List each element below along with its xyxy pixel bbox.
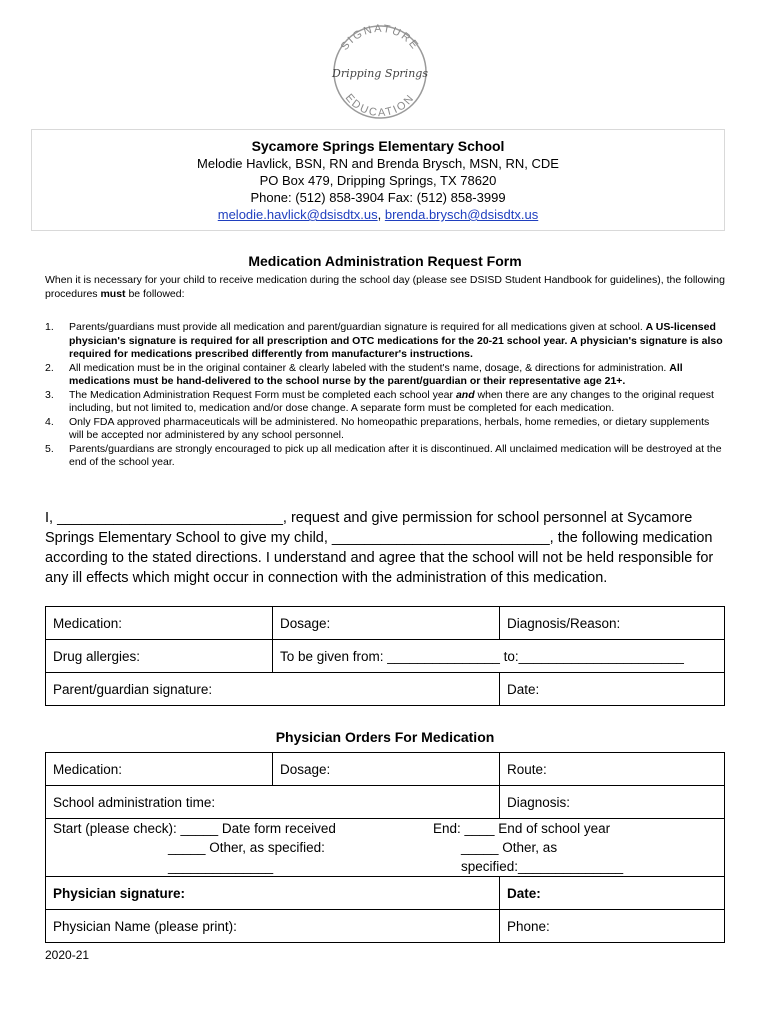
table-row: [46, 819, 725, 877]
phone-fax: Phone: (512) 858-3904 Fax: (512) 858-3999: [250, 190, 506, 205]
school-header: [31, 129, 725, 231]
start-option-received[interactable]: Start (please check): _____ Date form received: [53, 821, 336, 836]
dosage-field[interactable]: Dosage:: [273, 607, 500, 640]
parent-request-table: [45, 606, 725, 706]
table-row: [46, 673, 725, 706]
physician-medication-field[interactable]: Medication:: [46, 753, 273, 786]
procedure-number: 1.: [45, 321, 54, 333]
procedure-item: [45, 443, 725, 470]
procedure-text: Only FDA approved pharmaceuticals will be administered. No homeopathic preparations, herbals, home remedies, or dietary supplements will be accepted nor administered by any school personnel.: [69, 415, 710, 441]
procedure-text: Parents/guardians are strongly encouraged to pick up all medication after it is discontinued. All unclaimed medication will be destroyed at the end of the school year.: [69, 442, 722, 468]
physician-signature-field[interactable]: Physician signature:: [46, 877, 500, 910]
procedure-bold-text: and: [455, 388, 475, 401]
physician-phone-field[interactable]: Phone:: [500, 910, 725, 943]
given-from-to-field[interactable]: To be given from: _______________ to:______________________: [273, 640, 725, 673]
physician-name-field[interactable]: Physician Name (please print):: [46, 910, 500, 943]
medication-field[interactable]: Medication:: [46, 607, 273, 640]
procedure-item: [45, 389, 725, 416]
physician-orders-title: Physician Orders For Medication: [275, 729, 495, 745]
table-row: [46, 607, 725, 640]
procedure-bold-text: A US-licensed physician's signature is required for all prescription and OTC medications for the 20-21 school year. A physician's signature is also required for medications prescribed differently from manufacturer's instructions.: [69, 321, 723, 360]
physician-orders-table: [45, 752, 725, 943]
logo-script-text: Dripping Springs: [332, 67, 428, 80]
table-row: [46, 786, 725, 819]
procedure-item: [45, 416, 725, 443]
start-end-dates-field[interactable]: [46, 819, 725, 877]
route-field[interactable]: Route:: [500, 753, 725, 786]
procedure-number: 2.: [45, 361, 54, 374]
administration-time-field[interactable]: School administration time:: [46, 786, 500, 819]
email-link-havlick[interactable]: melodie.havlick@dsisdtx.us: [217, 207, 378, 222]
email-separator: ,: [377, 207, 385, 222]
start-option-other[interactable]: _____ Other, as specified: ______________: [168, 840, 325, 874]
procedure-number: 4.: [45, 415, 54, 428]
table-row: [46, 640, 725, 673]
parent-signature-field[interactable]: Parent/guardian signature:: [46, 673, 500, 706]
physician-dosage-field[interactable]: Dosage:: [273, 753, 500, 786]
table-row: [46, 753, 725, 786]
physician-date-field[interactable]: Date:: [500, 877, 725, 910]
physician-diagnosis-field[interactable]: Diagnosis:: [500, 786, 725, 819]
end-option-other[interactable]: _____ Other, as specified:______________: [461, 840, 624, 874]
procedure-item: [45, 321, 725, 362]
procedure-item: [45, 362, 725, 389]
intro-end: be followed:: [125, 288, 185, 300]
form-title: Medication Administration Request Form: [248, 253, 522, 269]
end-option-school-year[interactable]: End: ____ End of school year: [433, 821, 611, 836]
logo-arc-bottom: EDUCATION: [342, 91, 418, 120]
diagnosis-reason-field[interactable]: Diagnosis/Reason:: [500, 607, 725, 640]
procedure-number: 5.: [45, 442, 54, 455]
procedure-text: Parents/guardians must provide all medication and parent/guardian signature is required for all medications given at school.: [69, 321, 646, 333]
school-address: PO Box 479, Dripping Springs, TX 78620: [259, 173, 497, 188]
procedure-text: All medication must be in the original container & clearly labeled with the student's name, dosage, & directions for administration.: [69, 361, 670, 374]
intro-paragraph: [45, 273, 725, 301]
school-name: Sycamore Springs Elementary School: [251, 138, 505, 154]
procedure-bold-text: All medications must be hand-delivered to the school nurse by the parent/guardian or their representative age 21+.: [69, 361, 683, 387]
intro-text: When it is necessary for your child to receive medication during the school day (please see DSISD Student Handbook for guidelines), the following procedures: [45, 274, 725, 300]
procedure-text-continued: when there are any changes to the original request including, but not limited to, medication and/or dose change. A separate form must be completed for each medication.: [69, 388, 714, 414]
table-row: [46, 877, 725, 910]
email-links: [32, 206, 724, 223]
table-row: [46, 910, 725, 943]
procedure-number: 3.: [45, 388, 54, 401]
procedure-text: The Medication Administration Request Form must be completed each school year: [69, 388, 456, 401]
intro-bold: must: [100, 288, 126, 300]
procedure-list: [45, 321, 725, 470]
drug-allergies-field[interactable]: Drug allergies:: [46, 640, 273, 673]
consent-statement: I, ____________________________, request and give permission for school personnel at Sycamore Springs Elementary School to give my child, ___________________________, the following medication according to the stated directions. I understand and agree that the school will not be held responsible for any ill effects which might occur in connection with the administration of this medication.: [45, 510, 714, 586]
start-end-grid: [53, 819, 717, 876]
nurse-names: Melodie Havlick, BSN, RN and Brenda Brysch, MSN, RN, CDE: [197, 156, 559, 171]
logo-arc-top: SIGNATURE: [338, 22, 422, 53]
email-link-brysch[interactable]: brenda.brysch@dsisdtx.us: [384, 207, 539, 222]
parent-date-field[interactable]: Date:: [500, 673, 725, 706]
signature-education-logo: [318, 22, 442, 122]
footer-year: 2020-21: [45, 948, 90, 962]
